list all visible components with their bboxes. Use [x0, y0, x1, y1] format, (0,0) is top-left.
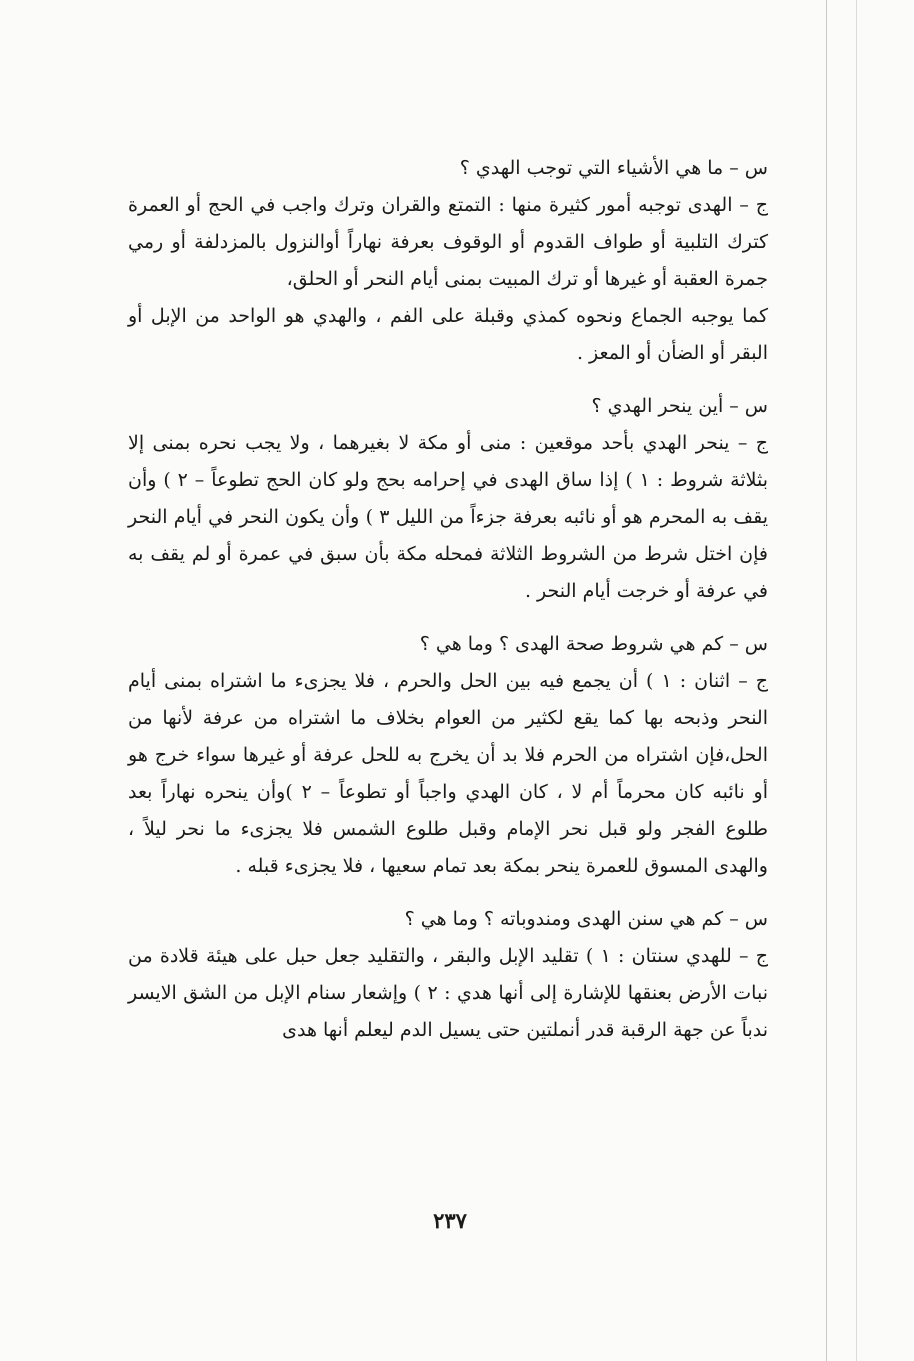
answer-2-paragraph-1: ج – ينحر الهدي بأحد موقعين : منى أو مكة لا بغيرهما ، ولا يجب نحره بمنى إلا بثلاثة شروط : ١ ) إذا ساق الهدى في إحرامه بحج ولو كان الحج تطوعاً – ٢ ) وأن يقف به المحرم هو أو نائبه بعرفة جزءاً من الليل ٣ ) وأن يكون النحر في أيام النحر فإن اختل شرط من الشروط الثلاثة فمحله مكة بأن سبق في عمرة أو لم يقف به في عرفة أو خرجت أيام النحر . [128, 432, 768, 602]
page-number: ٢٣٧ [433, 1208, 467, 1233]
answer-4-paragraph-1: ج – للهدي سنتان : ١ ) تقليد الإبل والبقر ، والتقليد جعل حبل على هيئة قلادة من نبات الأرض بعنقها للإشارة إلى أنها هدي : ٢ ) وإشعار سنام الإبل من الشق الايسر ندباً عن جهة الرقبة قدر أنملتين حتى يسيل الدم ليعلم أنها هدى [128, 945, 768, 1041]
answer-3-paragraph-1: ج – اثنان : ١ ) أن يجمع فيه بين الحل والحرم ، فلا يجزىء ما اشتراه بمنى أيام النحر وذبحه بها كما يقع لكثير من العوام بخلاف ما اشتراه من عرفة لأنها من الحل،فإن اشتراه من الحرم فلا بد أن يخرج به للحل عرفة أو غيرها سواء خرج هو أو نائبه كان محرماً أم لا ، كان الهدي واجباً أو تطوعاً – ٢ )وأن ينحره نهاراً بعد طلوع الفجر ولو قبل نحر الإمام وقبل طلوع الشمس فلا يجزىء ما نحر ليلاً ، والهدى المسوق للعمرة ينحر بمكة بعد تمام سعيها ، فلا يجزىء قبله . [128, 670, 768, 877]
page-edge-line [826, 0, 827, 1361]
section-gap [128, 372, 808, 388]
question-2: س – أين ينحر الهدي ؟ [591, 395, 768, 417]
question-1: س – ما هي الأشياء التي توجب الهدي ؟ [459, 157, 768, 179]
section-gap [128, 610, 808, 626]
document-body [128, 150, 808, 1049]
section-gap [128, 885, 808, 901]
answer-1-paragraph-1: ج – الهدى توجبه أمور كثيرة منها : التمتع والقران وترك واجب في الحج أو العمرة كترك التلبية أو طواف القدوم أو الوقوف بعرفة نهاراً أوالنزول بالمزدلفة أو رمي جمرة العقبة أو غيرها أو ترك المبيت بمنى أيام النحر أو الحلق، [128, 194, 768, 290]
question-3: س – كم هي شروط صحة الهدى ؟ وما هي ؟ [419, 633, 768, 655]
answer-1-paragraph-2: كما يوجبه الجماع ونحوه كمذي وقبلة على الفم ، والهدي هو الواحد من الإبل أو البقر أو الضأن أو المعز . [128, 305, 768, 364]
question-4: س – كم هي سنن الهدى ومندوباته ؟ وما هي ؟ [404, 908, 768, 930]
page-edge-line [856, 0, 857, 1361]
